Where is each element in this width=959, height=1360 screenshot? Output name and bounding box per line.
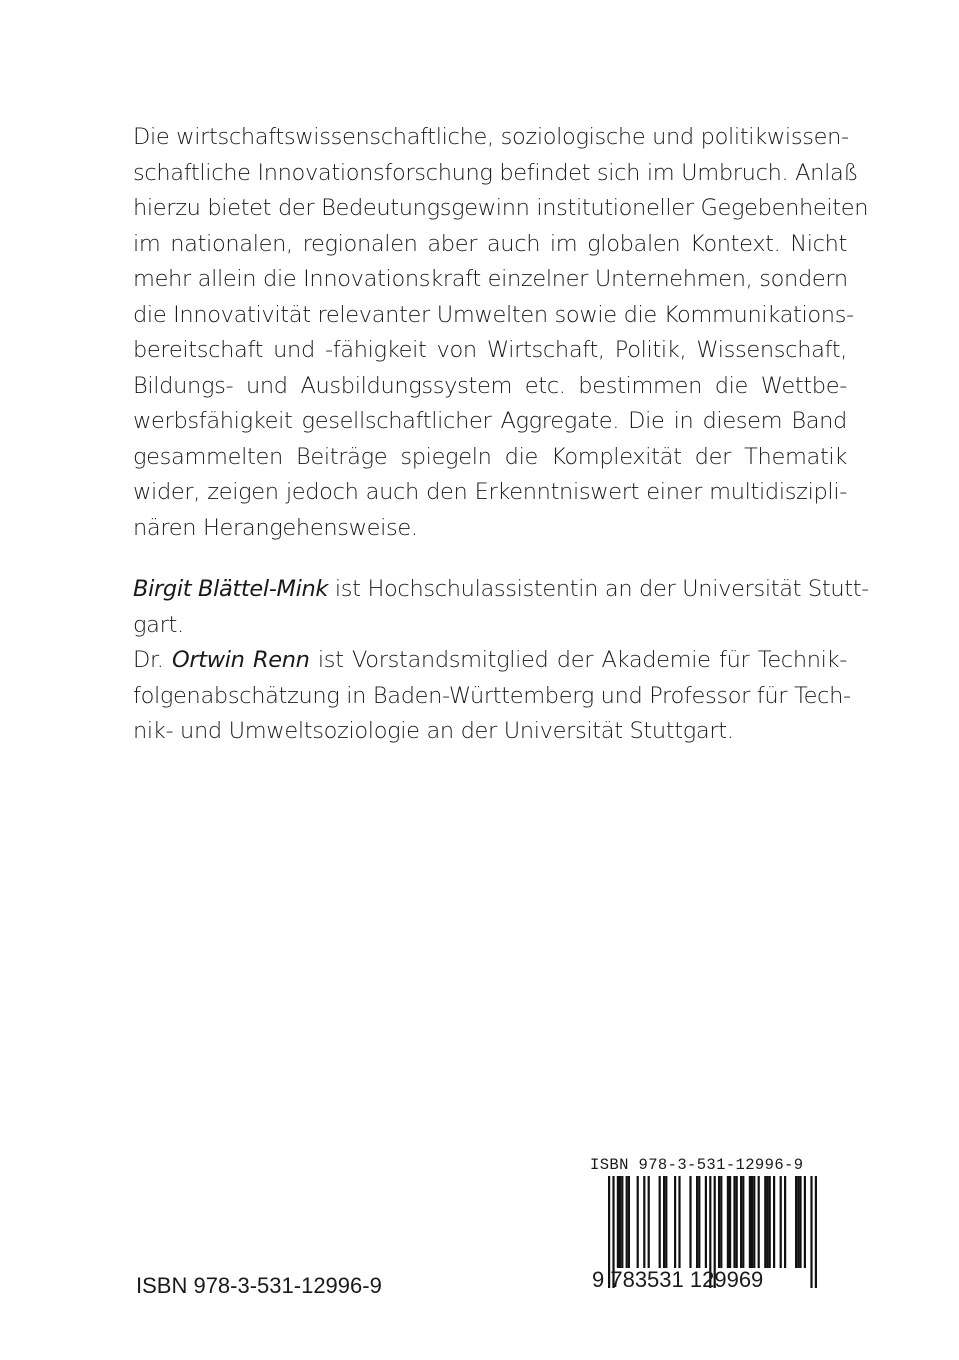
barcode-bar <box>617 1176 619 1268</box>
barcode-bar <box>720 1176 722 1268</box>
barcode-bar <box>766 1176 768 1268</box>
description-line: bereitschaft und -fähigkeit von Wirtschaft, Politik, Wissenschaft, <box>133 337 847 363</box>
description-line: werbsfähigkeit gesellschaftlicher Aggregate. Die in diesem Band <box>133 408 847 434</box>
barcode-bar <box>663 1176 665 1268</box>
barcode-bar <box>696 1176 698 1268</box>
description-line: Bildungs- und Ausbildungssystem etc. bestimmen die Wettbe- <box>133 372 847 399</box>
barcode-bar <box>784 1176 786 1268</box>
author-title: Dr. <box>133 647 172 673</box>
barcode-bar <box>751 1176 753 1268</box>
barcode-bar <box>698 1176 700 1268</box>
barcode-bar <box>628 1176 630 1268</box>
description-line: Die wirtschaftswissenschaftliche, soziologische und politikwissen- <box>133 124 849 150</box>
isbn-text: ISBN 978-3-531-12996-9 <box>136 1273 382 1298</box>
author-name: Birgit Blättel-Mink <box>133 576 329 602</box>
barcode <box>590 1156 840 1296</box>
barcode-bar <box>718 1176 720 1268</box>
author-line <box>133 572 869 608</box>
description-line: wider, zeigen jedoch auch den Erkenntniswert einer multidiszipli- <box>133 479 847 505</box>
description-line: im nationalen, regionalen aber auch im globalen Kontext. Nicht <box>133 230 847 257</box>
author-line: gart. <box>133 611 184 638</box>
barcode-bar <box>619 1176 621 1268</box>
author-line: folgenabschätzung in Baden-Württemberg und Professor für Tech- <box>133 682 851 709</box>
barcode-bar <box>780 1176 782 1268</box>
author-info <box>133 572 869 750</box>
description-line: schaftliche Innovationsforschung befindet sich im Umbruch. Anlaß <box>133 159 859 186</box>
barcode-bar <box>795 1176 797 1268</box>
barcode-bar <box>773 1176 775 1268</box>
barcode-bar <box>637 1176 639 1268</box>
description-line: mehr allein die Innovationskraft einzelner Unternehmen, sondern <box>133 266 848 292</box>
barcode-digits: 9 783531 129969 <box>592 1267 764 1292</box>
author-bio: ist Hochschulassistentin an der Universität Stutt- <box>328 576 869 602</box>
barcode-bar <box>665 1176 667 1268</box>
barcode-bar <box>733 1176 735 1268</box>
author-name: Ortwin Renn <box>171 647 310 673</box>
barcode-bar <box>678 1176 680 1268</box>
barcode-bar <box>621 1176 623 1268</box>
barcode-bar <box>740 1176 742 1268</box>
author-line <box>133 643 847 679</box>
barcode-bar <box>648 1176 650 1268</box>
barcode-bar <box>705 1176 707 1268</box>
barcode-bar <box>643 1176 645 1268</box>
description-text <box>133 120 869 546</box>
barcode-bar <box>729 1176 731 1268</box>
barcode-bar <box>742 1176 744 1268</box>
barcode-bar <box>797 1176 799 1268</box>
barcode-bar <box>727 1176 729 1268</box>
barcode-bar <box>764 1176 766 1268</box>
author-line: nik- und Umweltsoziologie an der Universität Stuttgart. <box>133 718 734 744</box>
barcode-bar <box>689 1176 691 1268</box>
barcode-bar <box>799 1176 801 1268</box>
barcode-bar <box>758 1176 760 1268</box>
description-line: nären Herangehensweise. <box>133 514 418 541</box>
barcode-bar <box>659 1176 661 1268</box>
barcode-bar <box>626 1176 628 1268</box>
barcode-bar <box>769 1176 771 1268</box>
barcode-bar <box>753 1176 755 1268</box>
barcode-bar <box>815 1176 817 1288</box>
barcode-bar <box>674 1176 676 1268</box>
barcode-bar <box>804 1176 806 1268</box>
description-line: gesammelten Beiträge spiegeln die Komplexität der Thematik <box>133 443 847 470</box>
description-line: die Innovativität relevanter Umwelten sowie die Kommunikations- <box>133 301 854 328</box>
description-line: hierzu bietet der Bedeutungsgewinn institutioneller Gegebenheiten <box>133 195 869 221</box>
barcode-bar <box>736 1176 738 1268</box>
barcode-bar <box>810 1176 812 1288</box>
author-bio: ist Vorstandsmitglied der Akademie für Technik- <box>309 647 847 673</box>
barcode-bar <box>749 1176 751 1268</box>
barcode-isbn-label: ISBN 978-3-531-12996-9 <box>590 1156 804 1174</box>
